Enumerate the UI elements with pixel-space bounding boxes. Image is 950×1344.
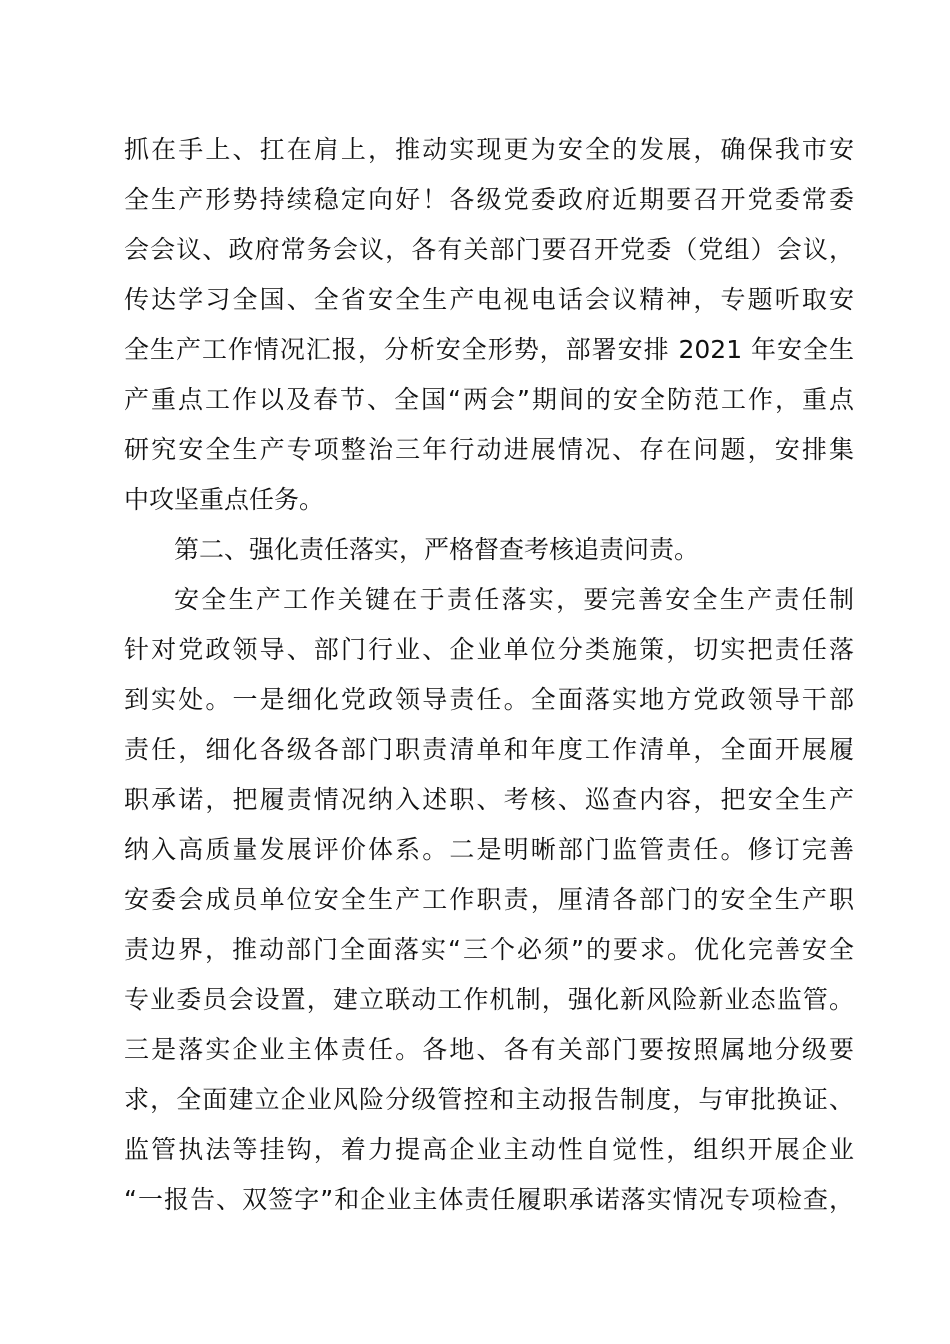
text-line: 传达学习全国、全省安全生产电视电话会议精神，专题听取安 xyxy=(124,285,854,314)
text-line: 全生产形势持续稳定向好！各级党委政府近期要召开党委常委 xyxy=(124,185,854,214)
text-line: 抓在手上、扛在肩上，推动实现更为安全的发展，确保我市安 xyxy=(124,135,854,164)
text-line: 到实处。一是细化党政领导责任。全面落实地方党政领导干部 xyxy=(124,685,854,714)
text-line: 专业委员会设置，建立联动工作机制，强化新风险新业态监管。 xyxy=(124,985,854,1014)
text-line: 针对党政领导、部门行业、企业单位分类施策，切实把责任落 xyxy=(124,635,854,664)
text-line: 监管执法等挂钩，着力提高企业主动性自觉性，组织开展企业 xyxy=(124,1135,854,1164)
section-heading: 第二、强化责任落实，严格督查考核追责问责。 xyxy=(174,535,700,564)
text-line: 职承诺，把履责情况纳入述职、考核、巡查内容，把安全生产 xyxy=(124,785,854,814)
text-line: 会会议、政府常务会议，各有关部门要召开党委（党组）会议， xyxy=(124,235,854,264)
text-line: 求，全面建立企业风险分级管控和主动报告制度，与审批换证、 xyxy=(124,1085,854,1114)
text-line: 产重点工作以及春节、全国“两会”期间的安全防范工作，重点 xyxy=(124,385,854,414)
text-line: 安全生产工作关键在于责任落实，要完善安全生产责任制 xyxy=(174,585,854,614)
text-line: 研究安全生产专项整治三年行动进展情况、存在问题，安排集 xyxy=(124,435,854,464)
text-line: 全生产工作情况汇报，分析安全形势，部署安排 2021 年安全生 xyxy=(124,335,854,364)
text-line: 三是落实企业主体责任。各地、各有关部门要按照属地分级要 xyxy=(124,1035,854,1064)
text-line: “一报告、双签字”和企业主体责任履职承诺落实情况专项检查， xyxy=(124,1185,854,1214)
text-line: 安委会成员单位安全生产工作职责，厘清各部门的安全生产职 xyxy=(124,885,854,914)
text-line: 纳入高质量发展评价体系。二是明晰部门监管责任。修订完善 xyxy=(124,835,854,864)
text-line: 中攻坚重点任务。 xyxy=(124,485,325,514)
text-line: 责任，细化各级各部门职责清单和年度工作清单，全面开展履 xyxy=(124,735,854,764)
text-line: 责边界，推动部门全面落实“三个必须”的要求。优化完善安全 xyxy=(124,935,854,964)
document-body xyxy=(124,125,854,1225)
